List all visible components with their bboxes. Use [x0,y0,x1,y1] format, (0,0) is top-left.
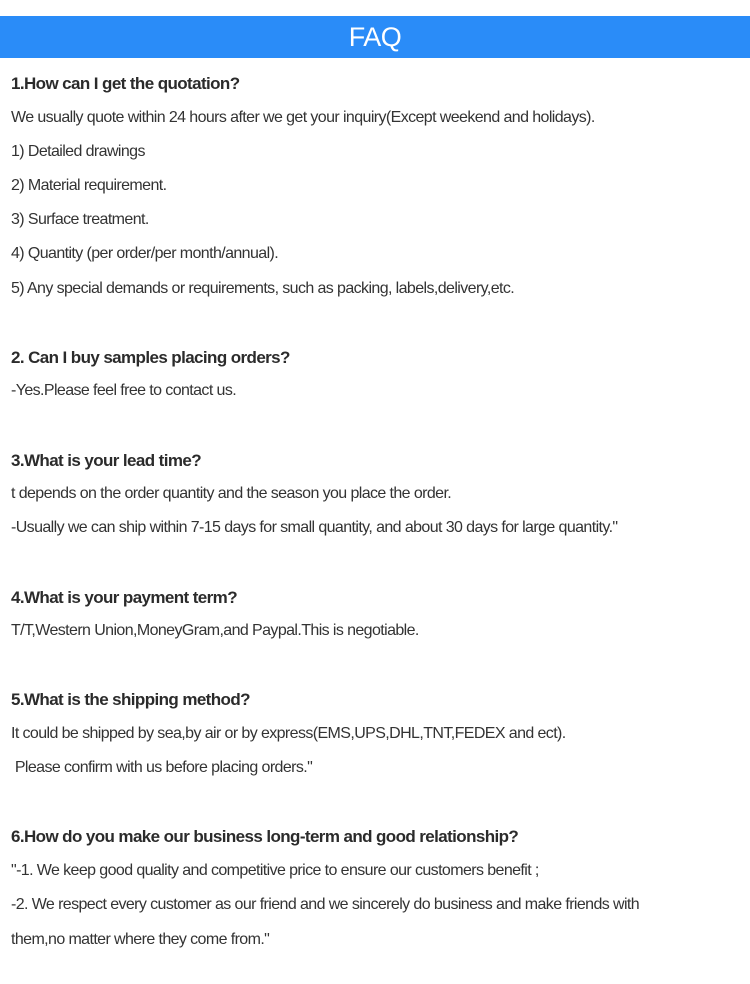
page-title: FAQ [348,21,402,52]
faq-answer-2-line-1: -Yes.Please feel free to contact us. [11,382,237,399]
faq-question-3: 3.What is your lead time? [11,451,201,470]
faq-question-4: 4.What is your payment term? [11,588,237,607]
faq-answer-3-line-1: t depends on the order quantity and the season you place the order. [11,485,452,502]
faq-answer-1-line-2: 1) Detailed drawings [11,143,145,160]
faq-question-1: 1.How can I get the quotation? [11,74,240,93]
faq-header-bar [0,16,750,58]
faq-answer-6-line-2: -2. We respect every customer as our friend and we sincerely do business and make friends with [11,896,640,913]
faq-answer-6-line-3: them,no matter where they come from." [11,931,270,948]
faq-answer-1-line-6: 5) Any special demands or requirements, such as packing, labels,delivery,etc. [11,280,515,297]
faq-answer-5-line-2: Please confirm with us before placing orders." [11,759,313,776]
faq-answer-4-line-1: T/T,Western Union,MoneyGram,and Paypal.This is negotiable. [11,622,419,639]
faq-answer-5-line-1: It could be shipped by sea,by air or by express(EMS,UPS,DHL,TNT,FEDEX and ect). [11,725,566,742]
faq-answer-1-line-3: 2) Material requirement. [11,177,167,194]
faq-answer-1-line-5: 4) Quantity (per order/per month/annual). [11,245,279,262]
faq-answer-6-line-1: "-1. We keep good quality and competitive price to ensure our customers benefit ; [11,862,539,879]
faq-answer-1-line-4: 3) Surface treatment. [11,211,149,228]
faq-question-6: 6.How do you make our business long-term and good relationship? [11,827,519,846]
faq-answer-1-line-1: We usually quote within 24 hours after we get your inquiry(Except weekend and holidays). [11,109,595,126]
faq-answer-3-line-2: -Usually we can ship within 7-15 days for small quantity, and about 30 days for large quantity." [11,519,618,536]
faq-question-2: 2. Can I buy samples placing orders? [11,348,290,367]
faq-question-5: 5.What is the shipping method? [11,690,250,709]
